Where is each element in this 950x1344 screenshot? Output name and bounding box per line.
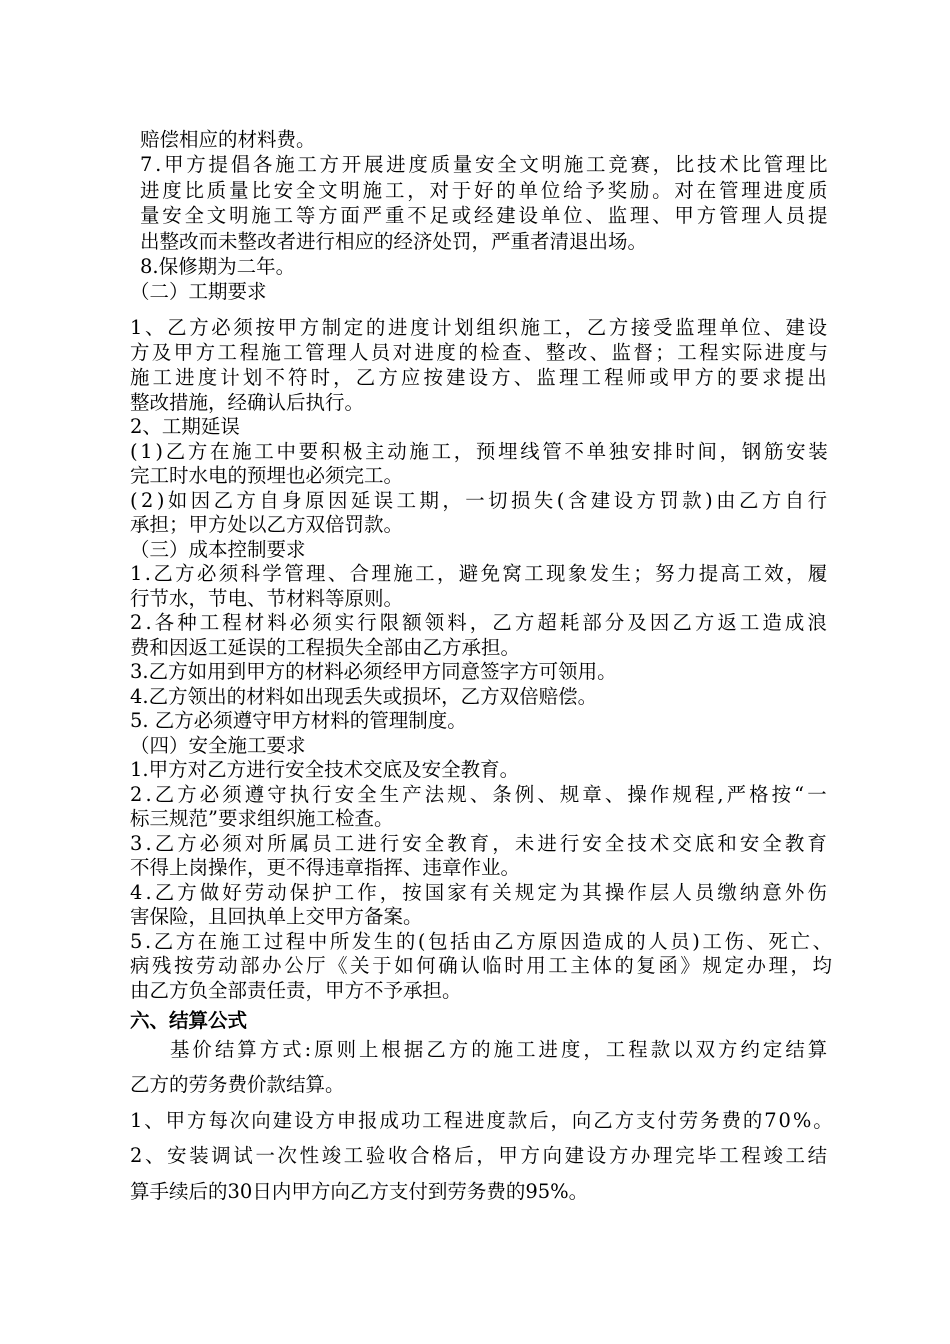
text-line: 行节水，节电、节材料等原则。: [130, 587, 404, 610]
text-line: 承担；甲方处以乙方双倍罚款。: [130, 513, 404, 536]
text-line: 4.乙方做好劳动保护工作，按国家有关规定为其操作层人员缴纳意外伤: [130, 881, 830, 904]
text-line: (1)乙方在施工中要积极主动施工，预埋线管不单独安排时间，钢筋安装: [130, 440, 831, 463]
text-line: 2、工期延误: [130, 415, 240, 438]
text-line: 出整改而未整改者进行相应的经济处罚，严重者清退出场。: [140, 230, 648, 253]
section-heading: （四）安全施工要求: [130, 734, 306, 757]
text-line: 乙方的劳务费价款结算。: [130, 1073, 345, 1096]
text-line: 5.乙方在施工过程中所发生的(包括由乙方原因造成的人员)工伤、死亡、: [130, 930, 835, 953]
text-line: (2)如因乙方自身原因延误工期，一切损失(含建设方罚款)由乙方自行: [130, 489, 831, 512]
text-line: 3.乙方如用到甲方的材料必须经甲方同意签字方可领用。: [130, 660, 617, 683]
text-line: 方及甲方工程施工管理人员对进度的检查、整改、监督；工程实际进度与: [130, 341, 831, 364]
section-heading: （二）工期要求: [130, 280, 267, 303]
text-line: 2、安装调试一次性竣工验收合格后，甲方向建设方办理完毕工程竣工结: [130, 1144, 830, 1167]
text-line: 病残按劳动部办公厅《关于如何确认临时用工主体的复函》规定办理，均: [130, 954, 835, 977]
text-line: 标三规范”要求组织施工检查。: [130, 807, 394, 830]
text-line: 完工时水电的预埋也必须完工。: [130, 464, 404, 487]
text-line: 5. 乙方必须遵守甲方材料的管理制度。: [130, 709, 467, 732]
text-line: 施工进度计划不符时，乙方应按建设方、监理工程师或甲方的要求提出: [130, 366, 830, 389]
text-line: 1.乙方必须科学管理、合理施工，避免窝工现象发生；努力提高工效，履: [130, 562, 830, 585]
text-line: 赔偿相应的材料费。: [140, 128, 316, 151]
text-line: 7.甲方提倡各施工方开展进度质量安全文明施工竞赛，比技术比管理比: [140, 153, 831, 176]
text-line: 1、乙方必须按甲方制定的进度计划组织施工，乙方接受监理单位、建设: [130, 316, 830, 339]
text-line: 算手续后的30日内甲方向乙方支付到劳务费的95%。: [130, 1180, 589, 1203]
text-line: 害保险，且回执单上交甲方备案。: [130, 905, 423, 928]
text-line: 不得上岗操作，更不得违章指挥、违章作业。: [130, 856, 521, 879]
chapter-heading: 六、结算公式: [130, 1009, 248, 1032]
text-line: 进度比质量比安全文明施工，对于好的单位给予奖励。对在管理进度质: [140, 179, 831, 202]
text-line: 费和因返工延误的工程损失全部由乙方承担。: [130, 636, 521, 659]
text-line: 2.各种工程材料必须实行限额领料，乙方超耗部分及因乙方返工造成浪: [130, 611, 830, 634]
text-line: 基价结算方式:原则上根据乙方的施工进度，工程款以双方约定结算: [170, 1038, 831, 1061]
text-line: 量安全文明施工等方面严重不足或经建设单位、监理、甲方管理人员提: [140, 204, 831, 227]
text-line: 1、甲方每次向建设方申报成功工程进度款后，向乙方支付劳务费的70%。: [130, 1109, 835, 1132]
text-line: 由乙方负全部责任责，甲方不予承担。: [130, 979, 462, 1002]
text-line: 1.甲方对乙方进行安全技术交底及安全教育。: [130, 758, 520, 781]
text-line: 8.保修期为二年。: [140, 255, 296, 278]
section-heading: （三）成本控制要求: [130, 538, 306, 561]
text-line: 4.乙方领出的材料如出现丢失或损坏，乙方双倍赔偿。: [130, 685, 598, 708]
text-line: 2.乙方必须遵守执行安全生产法规、条例、规章、操作规程,严格按“一: [130, 783, 830, 806]
text-line: 整改措施，经确认后执行。: [130, 391, 365, 414]
text-line: 3.乙方必须对所属员工进行安全教育，未进行安全技术交底和安全教育: [130, 832, 830, 855]
